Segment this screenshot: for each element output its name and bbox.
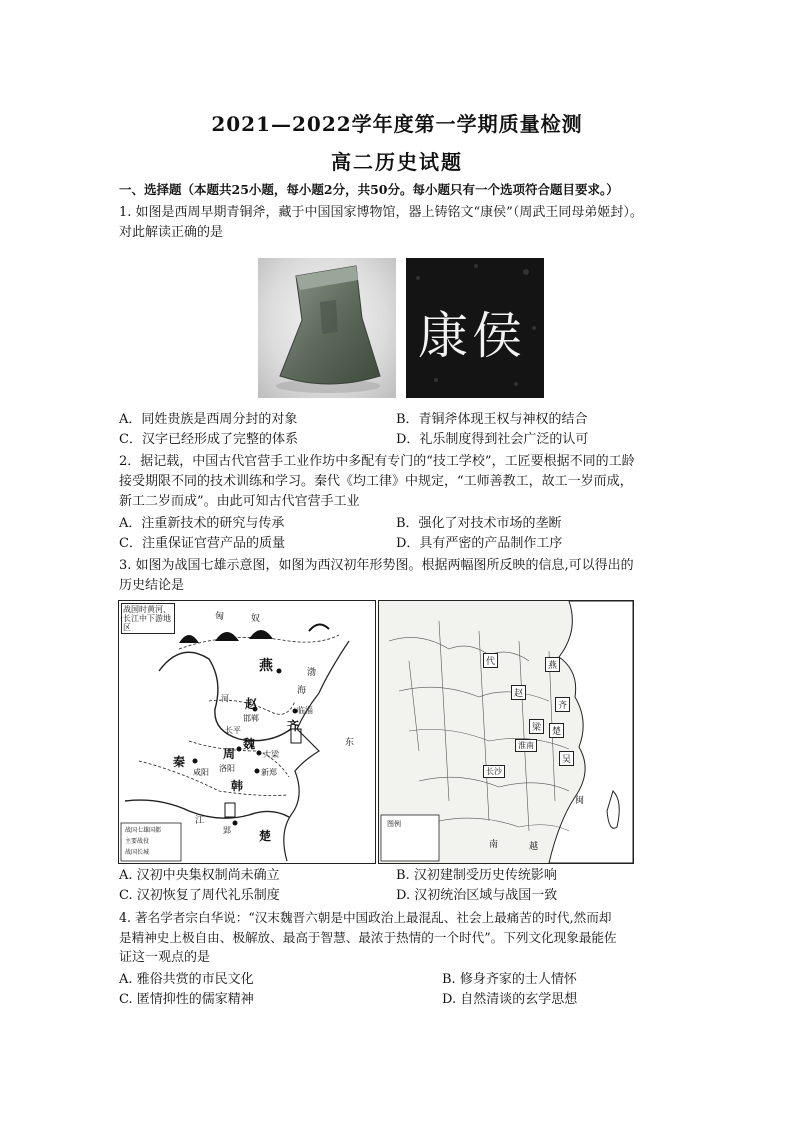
map2-label-dai: 代 xyxy=(483,653,498,668)
q3-stem-line2: 历史结论是 xyxy=(119,578,185,593)
map1-label-wei: 魏 xyxy=(243,737,256,751)
map1-label-xinzheng: 新郑 xyxy=(261,768,277,777)
map2-label-zhao: 赵 xyxy=(511,685,526,700)
map1-label-han: 韩 xyxy=(231,779,244,793)
map1-label-daliang: 大梁 xyxy=(263,750,279,759)
map1-label-zhao: 赵 xyxy=(245,697,258,711)
map1-label-chu: 楚 xyxy=(259,829,272,843)
western-han-map xyxy=(378,600,634,864)
q3-stem-line1: 3. 如图为战国七雄示意图，如图为西汉初年形势图。根据两幅图所反映的信息,可以得出的 xyxy=(119,558,634,573)
map2-label-min: 闽 xyxy=(575,796,585,806)
map1-label-yan: 燕 xyxy=(259,658,273,674)
map1-label-linzi: 临淄 xyxy=(297,706,313,715)
map1-label-nu: 奴 xyxy=(251,614,261,624)
q1-option-a[interactable]: A．同姓贵族是西周分封的对象 xyxy=(119,412,298,427)
map2-label-qi: 齐 xyxy=(555,697,570,712)
map1-label-he: 河 xyxy=(221,694,229,703)
q4-option-b[interactable]: B. 修身齐家的士人情怀 xyxy=(442,972,577,987)
q4-option-c[interactable]: C. 匿情抑性的儒家精神 xyxy=(119,992,254,1007)
map2-label-chu: 楚 xyxy=(549,723,564,738)
bronze-axe-icon xyxy=(258,258,396,398)
q1-stem-line1: 1. 如图是西周早期青铜斧，藏于中国国家博物馆，器上铸铭文“康侯”（周武王同母弟姬封）。 xyxy=(119,205,643,220)
inscription-text: 康侯 xyxy=(418,307,526,365)
page-subtitle: 高二历史试题 xyxy=(331,150,463,174)
q4-option-d[interactable]: D. 自然清谈的玄学思想 xyxy=(442,992,578,1007)
q2-stem-line3: 新工二岁而成”。由此可知古代官营手工业 xyxy=(119,494,360,509)
map2-label-liang: 梁 xyxy=(529,719,544,734)
q3-option-c[interactable]: C. 汉初恢复了周代礼乐制度 xyxy=(119,888,280,903)
map2-label-huainan: 淮南 xyxy=(515,739,537,752)
q3-option-a[interactable]: A. 汉初中央集权制尚未确立 xyxy=(119,868,280,883)
map1-label-bo: 渤 xyxy=(307,668,317,678)
q1-option-b[interactable]: B．青铜斧体现王权与神权的结合 xyxy=(396,412,588,427)
map1-label-jiang: 江 xyxy=(195,816,205,826)
q4-stem-line3: 证这一观点的是 xyxy=(119,950,211,965)
q1-option-c[interactable]: C．汉字已经形成了完整的体系 xyxy=(119,432,298,447)
map1-label-qi: 齐 xyxy=(287,719,300,733)
map2-label-yan: 燕 xyxy=(545,657,560,672)
bronze-axe-photo xyxy=(258,258,396,398)
map1-label-ying: 郢 xyxy=(223,826,231,835)
map1-label-zhou: 周 xyxy=(223,747,236,761)
map1-label-changping: 长平 xyxy=(225,726,241,735)
western-han-map-drawing xyxy=(379,601,633,863)
warring-states-map xyxy=(118,600,376,864)
page-title: 2021—2022学年度第一学期质量检测 xyxy=(211,112,583,136)
q3-option-b[interactable]: B. 汉初建制受历史传统影响 xyxy=(396,868,557,883)
q4-stem-line1: 4. 著名学者宗白华说：“汉末魏晋六朝是中国政治上最混乱、社会上最痛苦的时代,然而却 xyxy=(119,910,612,925)
q3-option-d[interactable]: D. 汉初统治区域与战国一致 xyxy=(396,888,558,903)
map1-label-xianyang: 咸阳 xyxy=(193,768,209,777)
map2-label-nan: 南 xyxy=(489,840,499,850)
q2-option-b[interactable]: B．强化了对技术市场的垄断 xyxy=(396,516,562,531)
map1-box-title: 战国时黄河、长江中下游地区 xyxy=(121,603,175,634)
map2-label-yue: 越 xyxy=(529,842,539,852)
q2-option-a[interactable]: A．注重新技术的研究与传承 xyxy=(119,516,285,531)
map1-label-qin: 秦 xyxy=(173,755,186,769)
q2-stem-line2: 接受期限不同的技术训练和学习。秦代《均工律》中规定，“工师善教工，故工一岁而成， xyxy=(119,474,633,489)
map2-label-wu: 吴 xyxy=(559,751,574,766)
q1-stem-line2: 对此解读正确的是 xyxy=(119,225,224,240)
q1-option-d[interactable]: D．礼乐制度得到社会广泛的认可 xyxy=(396,432,589,447)
map1-legend-capital: 战国七雄国都 xyxy=(125,827,162,834)
map2-label-changsha: 长沙 xyxy=(483,765,505,778)
q2-option-c[interactable]: C．注重保证官营产品的质量 xyxy=(119,536,285,551)
map1-legend-wall: 战国长城 xyxy=(125,849,150,856)
q4-stem-line2: 是精神史上极自由、极解放、最高于智慧、最浓于热情的一个时代”。下列文化现象最能佐 xyxy=(119,930,617,945)
map2-legend-title: 图例 xyxy=(387,820,401,828)
warring-states-map-drawing xyxy=(119,601,375,863)
q4-option-a[interactable]: A. 雅俗共赏的市民文化 xyxy=(119,972,254,987)
map1-label-handan: 邯郸 xyxy=(243,714,259,723)
q2-stem-line1: 2．据记载，中国古代官营手工业作坊中多配有专门的“技工学校”，工匠要根据不同的工龄 xyxy=(119,454,635,469)
map1-label-dong: 东 xyxy=(345,738,355,748)
map1-label-hai: 海 xyxy=(297,686,307,696)
map1-legend-battle: 主要战役 xyxy=(125,838,150,845)
map1-label-xiong: 匈 xyxy=(215,612,225,622)
inscription-rubbing xyxy=(406,258,544,398)
q2-option-d[interactable]: D．具有严密的产品制作工序 xyxy=(396,536,563,551)
map1-label-luoyang: 洛阳 xyxy=(219,764,235,773)
section-heading: 一、选择题（本题共25小题，每小题2分，共50分。每小题只有一个选项符合题目要求。） xyxy=(119,182,619,197)
